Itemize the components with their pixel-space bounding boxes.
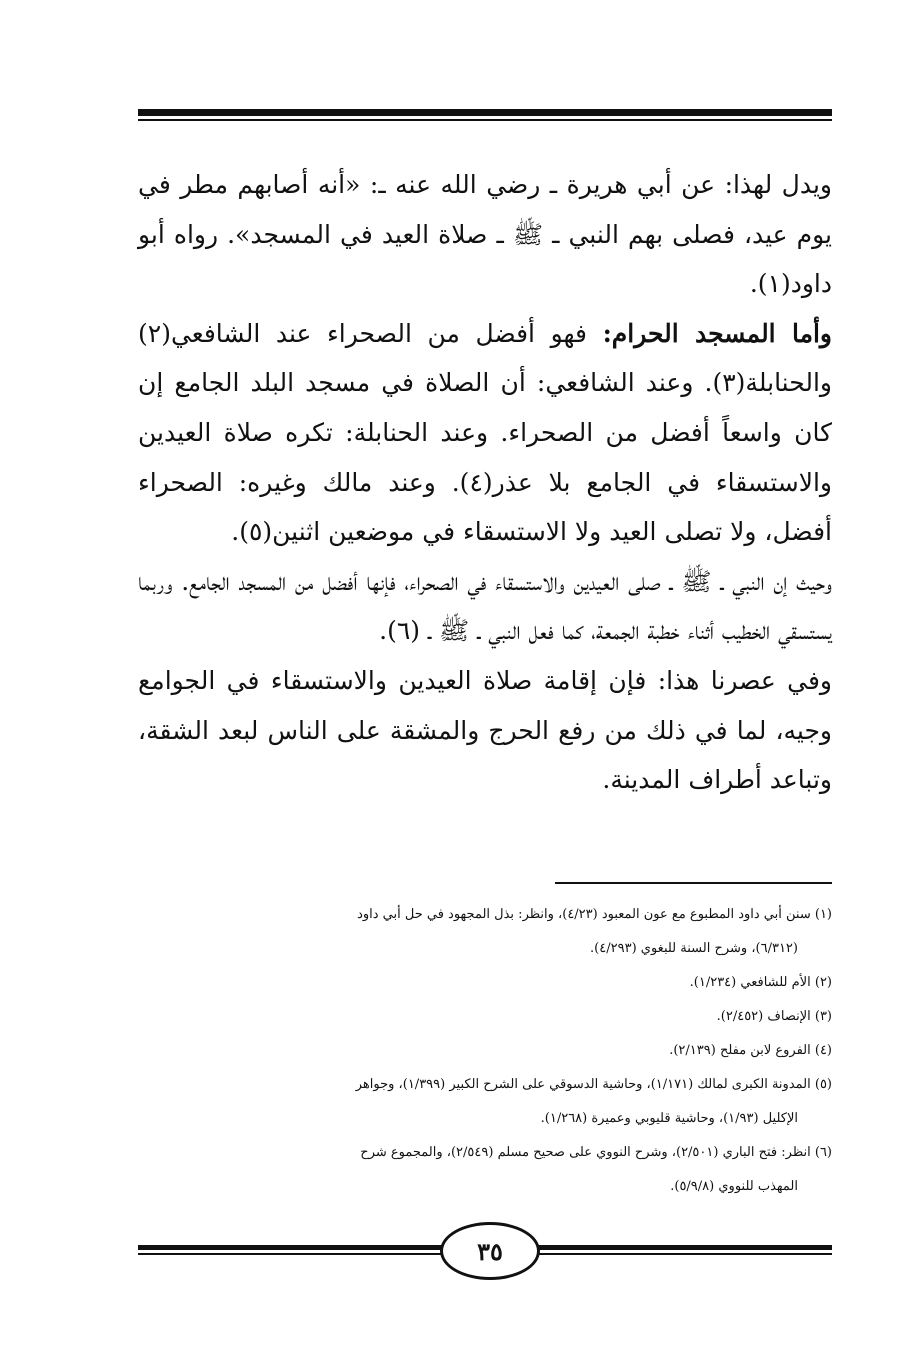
paragraph-4 [138, 656, 832, 805]
footnote-6 [138, 1136, 832, 1170]
footnote-2 [138, 966, 832, 1000]
footnote-separator [555, 882, 832, 884]
footer-rule-left-thick [138, 1245, 450, 1250]
footer-rule-right-thin [538, 1253, 832, 1255]
footnote-4 [138, 1034, 832, 1068]
footnote-1-line-2: (٦/٣١٢)، وشرح السنة للبغوي (٤/٢٩٣). [590, 941, 798, 956]
page-number-oval [440, 1222, 540, 1280]
footnote-3-line-1: (٣) الإنصاف (٢/٤٥٢). [716, 1009, 832, 1024]
footnote-5-line-2: الإكليل (١/٩٣)، وحاشية قليوبي وعميرة (١/٢٦٨). [540, 1111, 798, 1126]
footnote-5 [138, 1068, 832, 1102]
paragraph-1 [138, 160, 832, 309]
footnote-5-cont [138, 1102, 832, 1136]
paragraph-2-lead: وأما المسجد الحرام: [602, 318, 832, 348]
paragraph-4-text: وفي عصرنا هذا: فإن إقامة صلاة العيدين والاستسقاء في الجوامع وجيه، لما في ذلك من رفع الحرج والمشقة على الناس لبعد الشقة، وتباعد أطراف المدينة. [138, 665, 832, 795]
footer-rule-left-thin [138, 1253, 450, 1255]
footnote-6-line-2: المهذب للنووي (٥/٩/٨). [670, 1179, 798, 1194]
paragraph-3-text: وحيث إن النبي ـ ﷺ ـ صلى العيدين والاستسقاء في الصحراء، فإنها أفضل من المسجد الجامع. وربما يستسقي الخطيب أثناء خطبة الجمعة، كما فعل النبي ـ ﷺ ـ (٦). [138, 566, 832, 646]
footnote-2-line-1: (٢) الأم للشافعي (١/٢٣٤). [689, 975, 832, 990]
paragraph-3 [138, 557, 832, 656]
footnote-3 [138, 1000, 832, 1034]
header-rule-thick [138, 109, 832, 116]
footnote-6-cont [138, 1170, 832, 1204]
footer-rule-right-thick [538, 1245, 832, 1250]
main-text [138, 160, 832, 805]
paragraph-1-text: ويدل لهذا: عن أبي هريرة ـ رضي الله عنه ـ: «أنه أصابهم مطر في يوم عيد، فصلى بهم النبي ـ ﷺ ـ صلاة العيد في المسجد». رواه أبو داود(١). [138, 170, 832, 299]
footnotes [138, 898, 832, 1204]
footnote-6-line-1: (٦) انظر: فتح الباري (٢/٥٠١)، وشرح النووي على صحيح مسلم (٢/٥٤٩)، والمجموع شرح [360, 1145, 832, 1160]
footnote-1-cont [138, 932, 832, 966]
footnote-1 [138, 898, 832, 932]
footnote-1-line-1: (١) سنن أبي داود المطبوع مع عون المعبود (٤/٢٣)، وانظر: بذل المجهود في حل أبي داود [357, 907, 832, 922]
header-rule-thin [138, 119, 832, 121]
paragraph-2-text: فهو أفضل من الصحراء عند الشافعي(٢) والحنابلة(٣). وعند الشافعي: أن الصلاة في مسجد البلد الجامع إن كان واسعاً أفضل من الصحراء. وعند الحنابلة: تكره صلاة العيدين والاستسقاء في الجامع بلا عذر(٤). وعند مالك وغيره: الصحراء أفضل، ولا تصلى العيد ولا الاستسقاء في موضعين اثنين(٥). [138, 318, 832, 547]
footnote-4-line-1: (٤) الفروع لابن مفلح (٢/١٣٩). [669, 1043, 832, 1058]
footnote-5-line-1: (٥) المدونة الكبرى لمالك (١/١٧١)، وحاشية الدسوقي على الشرح الكبير (١/٣٩٩)، وجواهر [355, 1077, 832, 1092]
paragraph-2 [138, 309, 832, 557]
page-number: ٣٥ [477, 1236, 503, 1266]
